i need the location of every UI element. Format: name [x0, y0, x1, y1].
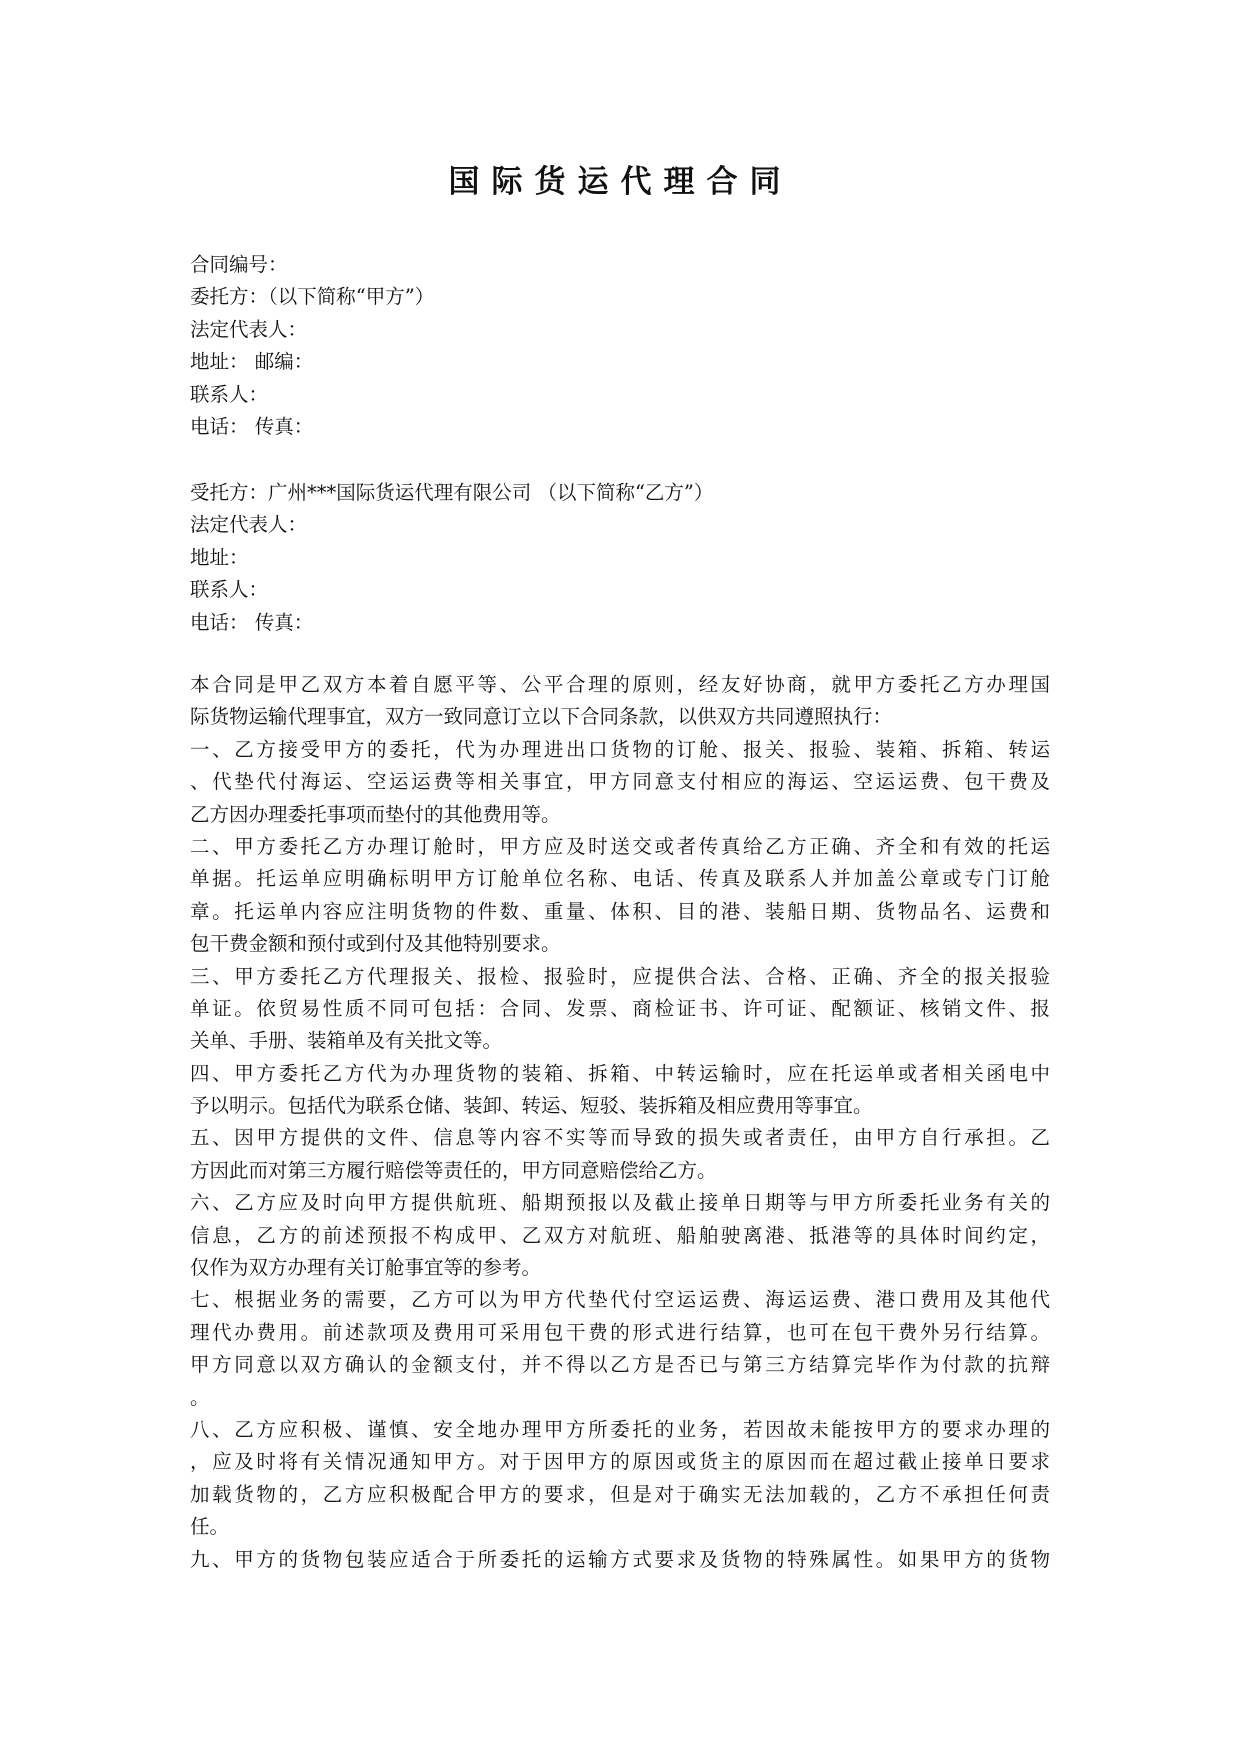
party-b-address: 地址： — [190, 545, 249, 569]
contract-number-label: 合同编号： — [190, 253, 288, 276]
intro-paragraph — [190, 669, 1050, 734]
paragraph-line: 五、因甲方提供的文件、信息等内容不实等而导致的损失或者责任，由甲方自行承担。乙 — [190, 1126, 1050, 1150]
paragraph-line: 关单、手册、装箱单及有关批文等。 — [190, 1029, 503, 1053]
paragraph-line: 任。 — [190, 1515, 230, 1539]
party-a-legal-rep: 法定代表人： — [190, 317, 308, 341]
party-a-address: 地址： 邮编： — [190, 350, 314, 374]
paragraph-line: 甲方同意以双方确认的金额支付，并不得以乙方是否已与第三方结算完毕作为付款的抗辩 — [190, 1353, 1050, 1377]
party-b-contact: 联系人： — [190, 578, 269, 602]
party-a-contact: 联系人： — [190, 382, 269, 406]
paragraph-line: 四、甲方委托乙方代为办理货物的装箱、拆箱、中转运输时，应在托运单或者相关函电中 — [190, 1061, 1050, 1085]
clause-5 — [190, 1122, 1050, 1187]
paragraph-line: 三、甲方委托乙方代理报关、报检、报验时，应提供合法、合格、正确、齐全的报关报验 — [190, 964, 1050, 988]
paragraph-line: 、代垫代付海运、空运运费等相关事宜，甲方同意支付相应的海运、空运运费、包干费及 — [190, 770, 1050, 794]
party-a-phone: 电话： 传真： — [190, 414, 314, 438]
paragraph-line: 予以明示。包括代为联系仓储、装卸、转运、短驳、装拆箱及相应费用等事宜。 — [190, 1094, 873, 1118]
paragraph-line: 单证。依贸易性质不同可包括：合同、发票、商检证书、许可证、配额证、核销文件、报 — [190, 996, 1050, 1020]
paragraph-line: 际货物运输代理事宜，双方一致同意订立以下合同条款，以供双方共同遵照执行： — [190, 705, 893, 729]
paragraph-line: 八、乙方应积极、谨慎、安全地办理甲方所委托的业务，若因故未能按甲方的要求办理的 — [190, 1417, 1050, 1441]
paragraph-line: 章。托运单内容应注明货物的件数、重量、体积、目的港、装船日期、货物品名、运费和 — [190, 899, 1050, 923]
contract-title: 国际货运代理合同 — [448, 164, 793, 200]
party-a-info — [190, 249, 1050, 443]
clause-8 — [190, 1414, 1050, 1544]
paragraph-line: 九、甲方的货物包装应适合于所委托的运输方式要求及货物的特殊属性。如果甲方的货物 — [190, 1547, 1050, 1571]
paragraph-line: ，应及时将有关情况通知甲方。对于因甲方的原因或货主的原因而在超过截止接单日要求 — [190, 1450, 1050, 1474]
paragraph-line: 七、根据业务的需要，乙方可以为甲方代垫代付空运运费、海运运费、港口费用及其他代 — [190, 1288, 1050, 1312]
paragraph-line: 二、甲方委托乙方办理订舱时，甲方应及时送交或者传真给乙方正确、齐全和有效的托运 — [190, 834, 1050, 858]
paragraph-line: 六、乙方应及时向甲方提供航班、船期预报以及截止接单日期等与甲方所委托业务有关的 — [190, 1191, 1050, 1215]
paragraph-line: 包干费金额和预付或到付及其他特别要求。 — [190, 932, 561, 956]
paragraph-line: 理代办费用。前述款项及费用可采用包干费的形式进行结算，也可在包干费外另行结算。 — [190, 1320, 1050, 1344]
clause-1 — [190, 734, 1050, 831]
clause-9 — [190, 1544, 1050, 1576]
paragraph-line: 信息，乙方的前述预报不构成甲、乙双方对航班、船舶驶离港、抵港等的具体时间约定， — [190, 1223, 1050, 1247]
party-a-name-line: 委托方：（以下简称“甲方”） — [190, 285, 435, 309]
party-b-legal-rep: 法定代表人： — [190, 513, 308, 537]
clause-2 — [190, 831, 1050, 961]
paragraph-line: 乙方因办理委托事项而垫付的其他费用等。 — [190, 802, 561, 826]
paragraph-line: 仅作为双方办理有关订舱事宜等的参考。 — [190, 1256, 542, 1280]
party-b-info — [190, 477, 1050, 639]
clause-3 — [190, 961, 1050, 1058]
paragraph-line: 加载货物的，乙方应积极配合甲方的要求，但是对于确实无法加载的，乙方不承担任何责 — [190, 1482, 1050, 1506]
paragraph-line: 一、乙方接受甲方的委托，代为办理进出口货物的订舱、报关、报验、装箱、拆箱、转运 — [190, 737, 1050, 761]
paragraph-line: 方因此而对第三方履行赔偿等责任的，甲方同意赔偿给乙方。 — [190, 1158, 717, 1182]
clause-7 — [190, 1284, 1050, 1414]
paragraph-line: 。 — [190, 1385, 210, 1409]
paragraph-line: 单据。托运单应明确标明甲方订舱单位名称、电话、传真及联系人并加盖公章或专门订舱 — [190, 867, 1050, 891]
party-b-phone: 电话： 传真： — [190, 610, 314, 634]
party-b-name-line: 受托方：广州***国际货运代理有限公司 （以下简称“乙方”） — [190, 481, 714, 504]
paragraph-line: 本合同是甲乙双方本着自愿平等、公平合理的原则，经友好协商，就甲方委托乙方办理国 — [190, 673, 1050, 696]
clause-4 — [190, 1058, 1050, 1123]
clause-6 — [190, 1187, 1050, 1284]
contract-body — [190, 669, 1050, 1576]
